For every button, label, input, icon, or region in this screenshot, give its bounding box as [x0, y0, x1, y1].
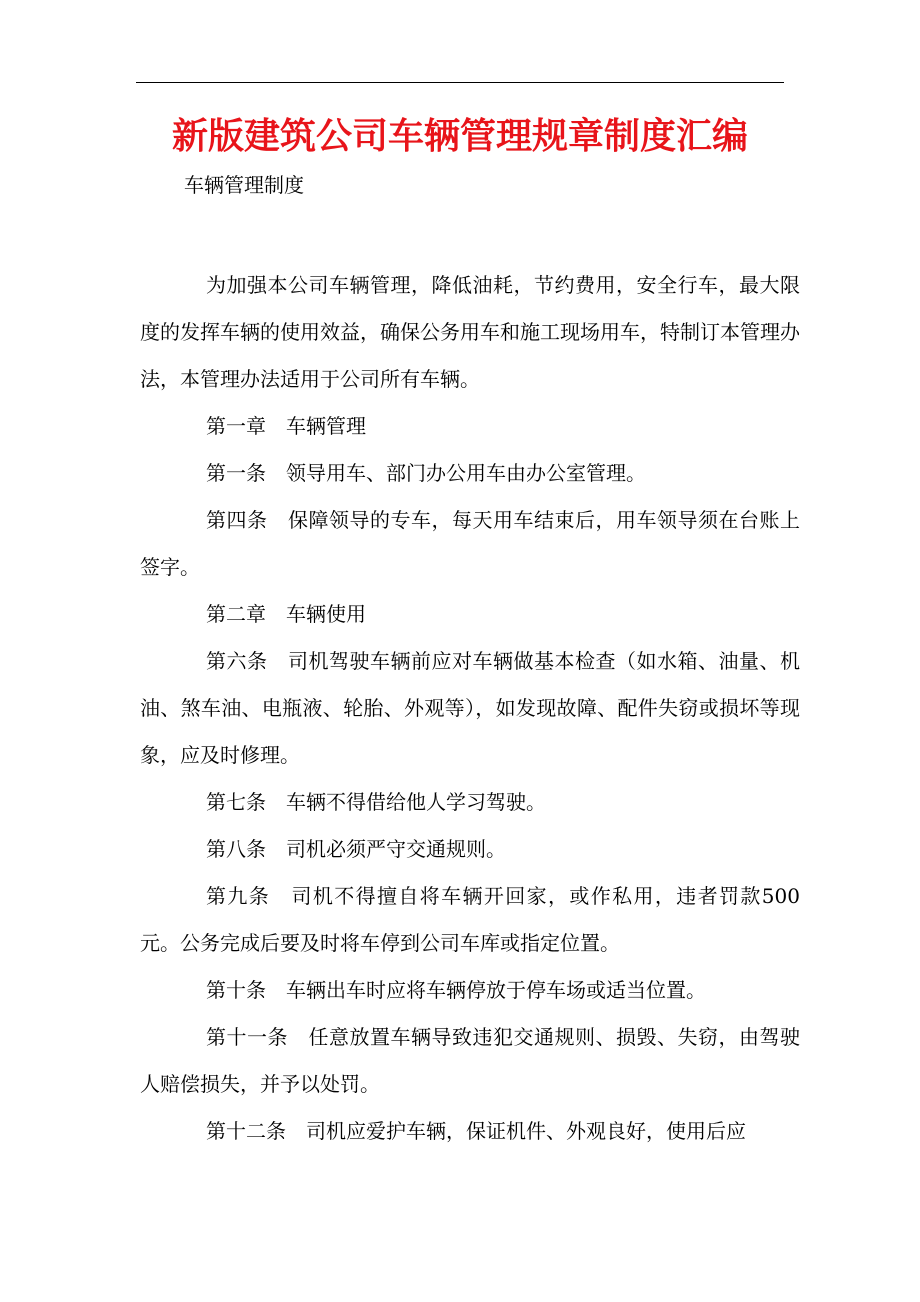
- article-4: 第四条 保障领导的专车，每天用车结束后，用车领导须在台账上签字。: [140, 508, 800, 579]
- header-rule: [136, 82, 784, 83]
- article-10: 第十条 车辆出车时应将车辆停放于停车场或适当位置。: [206, 978, 706, 1002]
- document-subtitle: 车辆管理制度: [184, 173, 304, 197]
- article-7: 第七条 车辆不得借给他人学习驾驶。: [206, 790, 546, 814]
- article-8: 第八条 司机必须严守交通规则。: [206, 837, 506, 861]
- article-12: 第十二条 司机应爱护车辆，保证机件、外观良好，使用后应: [206, 1119, 746, 1143]
- article-9: 第九条 司机不得擅自将车辆开回家，或作私用，违者罚款500元。公务完成后要及时将车停到公司车库或指定位置。: [140, 884, 800, 955]
- paragraph-intro: 为加强本公司车辆管理，降低油耗，节约费用，安全行车，最大限度的发挥车辆的使用效益，确保公务用车和施工现场用车，特制订本管理办法，本管理办法适用于公司所有车辆。: [140, 273, 800, 391]
- chapter-heading-1: 第一章 车辆管理: [206, 414, 366, 438]
- document-title: 新版建筑公司车辆管理规章制度汇编: [171, 115, 748, 157]
- article-11: 第十一条 任意放置车辆导致违犯交通规则、损毁、失窃，由驾驶人赔偿损失，并予以处罚。: [140, 1025, 800, 1096]
- article-1: 第一条 领导用车、部门办公用车由办公室管理。: [206, 461, 646, 485]
- chapter-heading-2: 第二章 车辆使用: [206, 602, 366, 626]
- document-body: [140, 262, 800, 1155]
- article-6: 第六条 司机驾驶车辆前应对车辆做基本检查（如水箱、油量、机油、煞车油、电瓶液、轮胎、外观等），如发现故障、配件失窃或损坏等现象，应及时修理。: [140, 649, 800, 767]
